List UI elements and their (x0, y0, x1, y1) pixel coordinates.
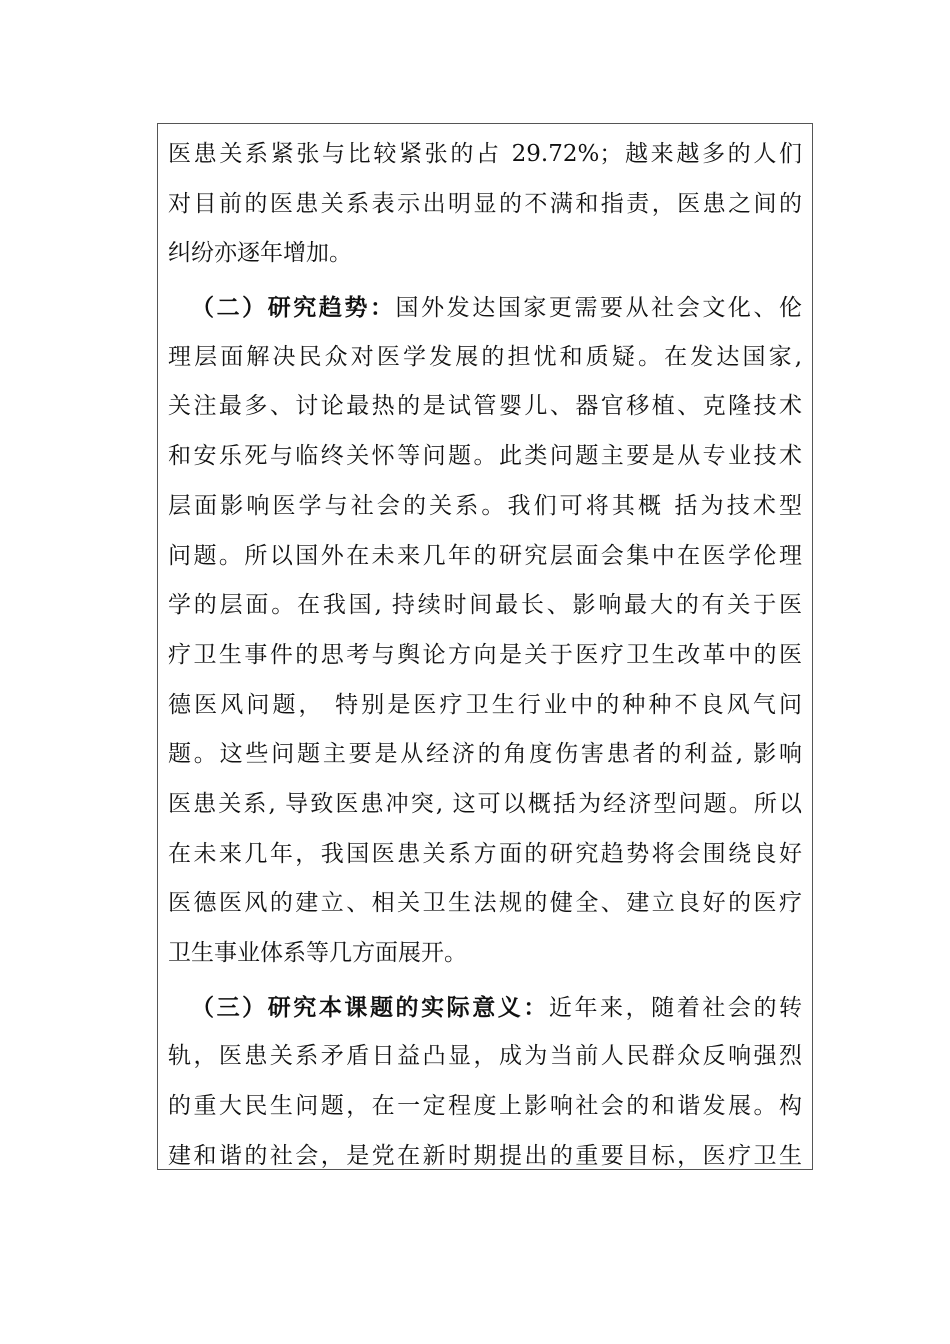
text-line: 纠纷亦逐年增加。 (168, 240, 352, 267)
text-line: 的重大民生问题，在一定程度上影响社会的和谐发展。构 (168, 1093, 802, 1120)
text-line: 学的层面。在我国, 持续时间最长、影响最大的有关于医 (168, 592, 802, 619)
text-line: 题。这些问题主要是从经济的角度伤害患者的利益, 影响 (168, 741, 802, 768)
text-line: 对目前的医患关系表示出明显的不满和指责，医患之间的 (168, 190, 802, 217)
text-line: （三）研究本课题的实际意义：近年来，随着社会的转 (191, 993, 802, 1021)
paragraph-statistics (168, 130, 802, 279)
text-line: 德医风问题， 特别是医疗卫生行业中的种种不良风气问 (168, 691, 802, 718)
text-line: 层面影响医学与社会的关系。我们可将其概 括为技术型 (168, 492, 802, 519)
text-line: 医患关系, 导致医患冲突, 这可以概括为经济型问题。所以 (168, 790, 802, 817)
document-table-cell (157, 123, 813, 1170)
section-heading-practical-significance: （三）研究本课题的实际意义： (191, 993, 549, 1021)
text-line: 问题。所以国外在未来几年的研究层面会集中在医学伦理 (168, 542, 802, 569)
text-line: 医患关系紧张与比较紧张的占 29.72%；越来越多的人们 (168, 141, 802, 167)
text-line: （二）研究趋势：国外发达国家更需要从社会文化、伦 (191, 294, 802, 322)
text-line: 理层面解决民众对医学发展的担忧和质疑。在发达国家, (168, 343, 802, 370)
paragraph-research-trend (168, 283, 802, 979)
text-line: 在未来几年，我国医患关系方面的研究趋势将会围绕良好 (168, 840, 802, 867)
text-line: 医德医风的建立、相关卫生法规的健全、建立良好的医疗 (168, 890, 802, 917)
section-heading-research-trend: （二）研究趋势： (191, 294, 396, 322)
text-line: 卫生事业体系等几方面展开。 (168, 940, 467, 966)
paragraph-practical-significance (168, 983, 802, 1182)
text-line: 疗卫生事件的思考与舆论方向是关于医疗卫生改革中的医 (168, 641, 802, 668)
text-line: 和安乐死与临终关怀等问题。此类问题主要是从专业技术 (168, 443, 802, 470)
text-line: 轨，医患关系矛盾日益凸显，成为当前人民群众反响强烈 (168, 1043, 802, 1070)
text-line: 关注最多、讨论最热的是试管婴儿、器官移植、克隆技术 (168, 393, 802, 420)
text-line: 建和谐的社会，是党在新时期提出的重要目标，医疗卫生 (168, 1142, 802, 1169)
